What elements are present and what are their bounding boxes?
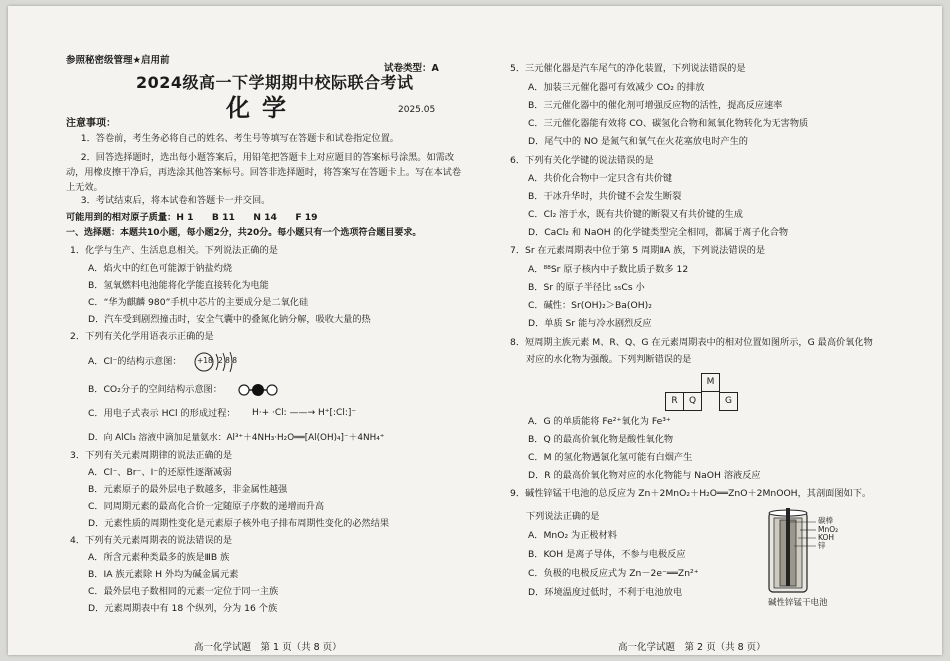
q2-option-d: D．向 AlCl₃ 溶液中滴加足量氨水：Al³⁺＋4NH₃·H₂O══[Al(OH)₄]⁻＋4NH₄⁺ [88,433,385,443]
q2-option-c: C．用电子式表示 HCl 的形成过程： [88,408,236,419]
q5-option-b: B．三元催化器中的催化剂可增强反应物的活性，提高反应速率 [528,100,783,111]
section-heading: 一、选择题：本题共10小题，每小题2分，共20分。每小题只有一个选项符合题目要求。 [66,228,422,238]
q7-stem: 7．Sr 在元素周期表中位于第 5 周期ⅡA 族，下列说法错误的是 [510,245,766,256]
note-3: 3．考试结束后，将本试卷和答题卡一并交回。 [80,195,271,206]
q4-option-c: C．最外层电子数相同的元素一定位于同一主族 [88,586,279,597]
q5-stem: 5．三元催化器是汽车尾气的净化装置，下列说法错误的是 [510,63,746,74]
q4-stem: 4．下列有关元素周期表的说法错误的是 [70,535,233,546]
q9-stem-line1: 9．碱性锌锰干电池的总反应为 Zn＋2MnO₂＋H₂O══ZnO＋2MnOOH，其剖面图如下。 [510,488,872,499]
q2-stem: 2．下列有关化学用语表示正确的是 [70,331,214,342]
periodic-cell-g: G [719,392,738,411]
q8-stem-line2: 对应的水化物为强酸。下列判断错误的是 [526,354,692,365]
subject-title: 化学 [226,94,298,122]
exam-sheet [8,6,942,655]
q8-option-a: A．G 的单质能将 Fe²⁺氧化为 Fe³⁺ [528,416,671,427]
co2-molecule-model [238,383,278,397]
q9-stem-line2: 下列说法正确的是 [526,511,600,522]
page-1 [66,6,466,655]
q2-option-a: A．Cl⁻的结构示意图： [88,356,182,367]
notes-heading: 注意事项： [66,118,116,129]
cl-shell-electrons: 2 8 8 [218,356,238,365]
periodic-cell-r: R [665,392,684,411]
label-koh: KOH [818,533,835,542]
q4-option-a: A．所含元素种类最多的族是ⅢB 族 [88,552,230,563]
page-2-footer: 高一化学试题 第 2 页（共 8 页） [618,642,766,653]
q7-option-c: C．碱性：Sr(OH)₂＞Ba(OH)₂ [528,300,652,311]
page-1-footer: 高一化学试题 第 1 页（共 8 页） [194,642,342,653]
cl-nucleus-charge: +18 [197,356,213,365]
q7-option-b: B．Sr 的原子半径比 ₅₅Cs 小 [528,282,645,293]
atomic-masses: 可能用到的相对原子质量：H 1 B 11 N 14 F 19 [66,212,318,223]
q6-option-b: B．干冰升华时，共价键不会发生断裂 [528,191,682,202]
label-zinc: 锌 [818,541,826,550]
q5-option-c: C．三元催化器能有效将 CO、碳氢化合物和氮氧化物转化为无害物质 [528,118,809,129]
q5-option-a: A．加装三元催化器可有效减少 CO₂ 的排放 [528,82,705,93]
q8-stem-line1: 8．短周期主族元素 M、R、Q、G 在元素周期表中的相对位置如图所示，G 最高价氧化物 [510,337,873,348]
q9-option-d: D．环境温度过低时，不利于电池放电 [528,587,683,598]
exam-date: 2025.05 [398,105,436,115]
q6-option-d: D．CaCl₂ 和 NaOH 的化学键类型完全相同，都属于离子化合物 [528,227,789,238]
q1-option-d: D．汽车受到剧烈撞击时，安全气囊中的叠氮化钠分解，吸收大量的热 [88,314,371,325]
q7-option-d: D．单质 Sr 能与冷水剧烈反应 [528,318,652,329]
q6-option-c: C．Cl₂ 溶于水，既有共价键的断裂又有共价键的生成 [528,209,743,220]
note-1: 1．答卷前，考生务必将自己的姓名、考生号等填写在答题卡和试卷指定位置。 [80,133,399,144]
q8-option-c: C．M 的氢化物遇氯化氢可能有白烟产生 [528,452,693,463]
q6-stem: 6．下列有关化学键的说法错误的是 [510,155,654,166]
q9-option-c: C．负极的电极反应式为 Zn－2e⁻══Zn²⁺ [528,568,699,579]
battery-caption: 碱性锌锰干电池 [768,598,828,608]
periodic-cell-q: Q [683,392,702,411]
q5-option-d: D．尾气中的 NO 是氮气和氧气在火花塞放电时产生的 [528,136,748,147]
q1-stem: 1．化学与生产、生活息息相关。下列说法正确的是 [70,245,278,256]
q1-option-a: A．焰火中的红色可能源于钠盐灼烧 [88,263,233,274]
q3-option-b: B．元素原子的最外层电子数越多，非金属性越强 [88,484,288,495]
q8-option-d: D．R 的最高价氧化物对应的水化物能与 NaOH 溶液反应 [528,470,761,481]
q3-option-d: D．元素性质的周期性变化是元素原子核外电子排布周期性变化的必然结果 [88,518,390,529]
q7-option-a: A．⁸⁸Sr 原子核内中子数比质子数多 12 [528,264,689,275]
q9-option-a: A．MnO₂ 为正极材料 [528,530,617,541]
page-2 [506,6,906,655]
q1-option-b: B．氢氧燃料电池能将化学能直接转化为电能 [88,280,269,291]
q2-option-b: B．CO₂分子的空间结构示意图： [88,384,222,395]
label-carbon-rod: 碳棒 [818,516,833,525]
q6-option-a: A．共价化合物中一定只含有共价键 [528,173,673,184]
exam-title: 2024级高一下学期期中校际联合考试 [136,73,414,92]
q3-option-c: C．同周期元素的最高化合价一定随原子序数的递增而升高 [88,501,325,512]
q4-option-d: D．元素周期表中有 18 个纵列，分为 16 个族 [88,603,278,614]
label-mno2: MnO₂ [818,525,839,534]
hcl-electron-formula: H·+ ·Cl: ——→ H⁺[:Cl:]⁻ [252,408,357,418]
q8-option-b: B．Q 的最高价氧化物是酸性氧化物 [528,434,674,445]
q4-option-b: B．ⅠA 族元素除 H 外均为碱金属元素 [88,569,239,580]
secret-label: 参照秘密级管理★启用前 [66,55,170,66]
q9-option-b: B．KOH 是离子导体，不参与电极反应 [528,549,686,560]
q1-option-c: C．“华为麒麟 980”手机中芯片的主要成分是二氧化硅 [88,297,309,308]
battery-cross-section-diagram [768,508,816,596]
note-2: 2．回答选择题时，选出每小题答案后，用铅笔把答题卡上对应题目的答案标号涂黑。如需改动，用橡皮擦干净后，再选涂其他答案标号。回答非选择题时，将答案写在答题卡上。写在本试卷上无效。 [66,152,462,193]
paper-type: 试卷类型：A [384,63,439,74]
periodic-cell-m: M [701,373,720,392]
q3-option-a: A．Cl⁻、Br⁻、I⁻的还原性逐渐减弱 [88,467,232,478]
q3-stem: 3．下列有关元素周期律的说法正确的是 [70,450,233,461]
